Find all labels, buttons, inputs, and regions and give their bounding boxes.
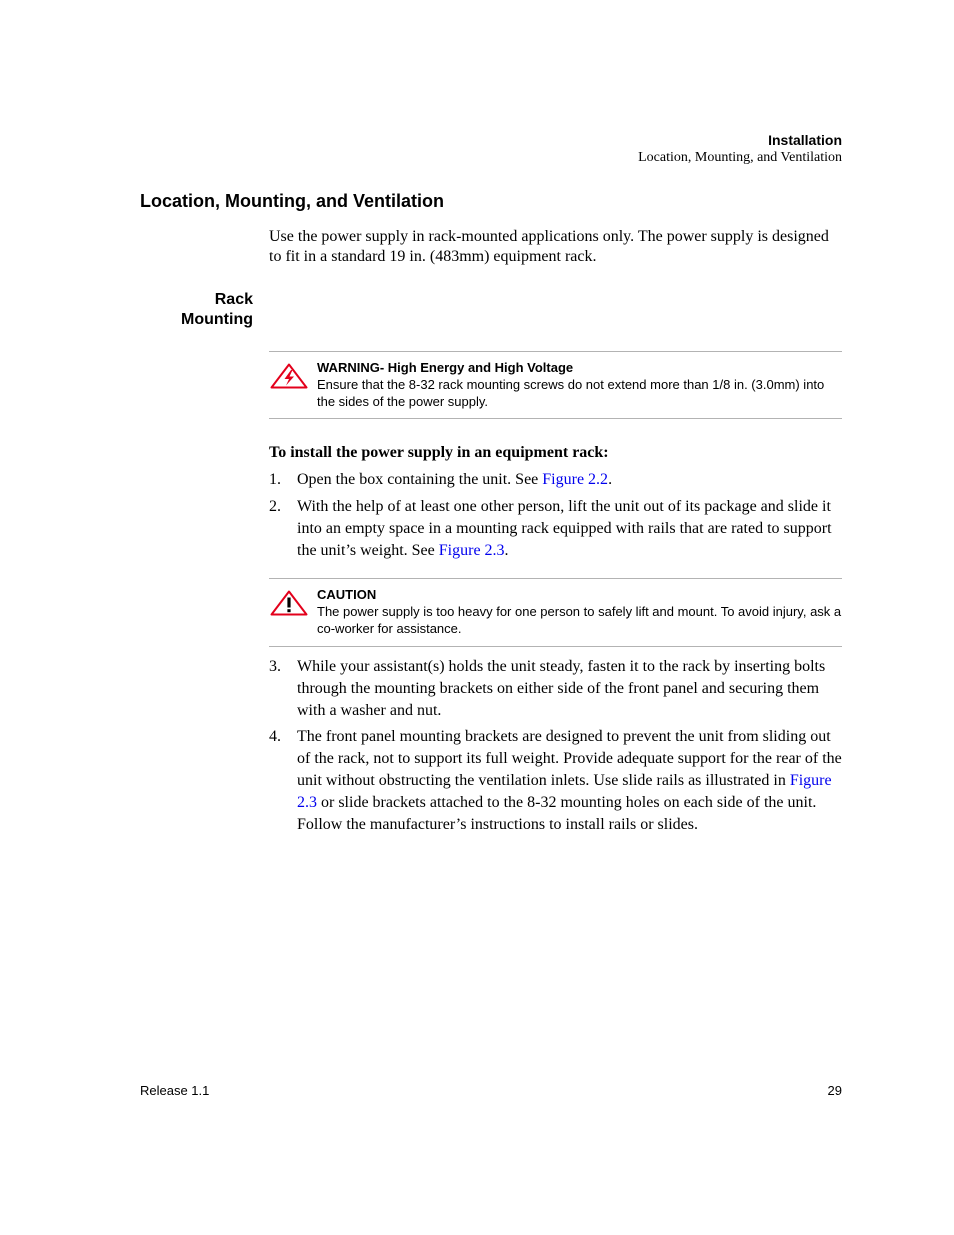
step-text: The front panel mounting brackets are designed to prevent the unit from sliding out of the rack, not to support its full weight. Provide adequate support for the rear of the unit without obstructing the ventilation inlets. Use slide rails as illustrated in [297,728,842,789]
caution-title: CAUTION [317,587,377,602]
procedure-step [269,496,842,562]
step-text: Open the box containing the unit. See [297,471,543,488]
procedure-step [269,726,842,836]
step-number: 3. [269,658,281,675]
procedure-step [269,469,842,491]
footer-release: Release 1.1 [140,1083,210,1098]
running-header [638,131,842,167]
procedure-heading: To install the power supply in an equipment rack: [269,444,609,461]
step-text: With the help of at least one other person, lift the unit out of its package and slide it into an empty space in a mounting rack equipped with rails that are rated to support the unit’s weight. See [297,498,832,559]
step-text-end: . [608,471,613,488]
warning-text: Ensure that the 8-32 rack mounting screws do not extend more than 1/8 in. (3.0mm) into the sides of the power supply. [317,377,825,409]
step-text-end: or slide brackets attached to the 8-32 mounting holes on each side of the unit. Follow the manufacturer’s instructions to install rails or slides. [297,794,817,833]
header-section: Location, Mounting, and Ventilation [638,150,842,165]
warning-notice [269,351,842,419]
header-chapter: Installation [768,132,842,148]
figure-2-3-link[interactable]: Figure 2.3 [297,772,832,811]
subheading-line-2: Mounting [181,311,253,328]
step-text: While your assistant(s) holds the unit steady, fasten it to the rack by inserting bolts through the mounting brackets on either side of the front panel and securing them with a washer and nut. [297,658,826,719]
subheading-rack-mounting [140,290,253,330]
figure-2-3-link[interactable]: Figure 2.3 [438,542,505,559]
caution-notice [269,578,842,647]
section-heading: Location, Mounting, and Ventilation [140,191,444,211]
footer-page-number: 29 [827,1083,842,1098]
intro-paragraph: Use the power supply in rack-mounted applications only. The power supply is designed to fit in a standard 19 in. (483mm) equipment rack. [269,228,829,265]
step-text-end: . [504,542,509,559]
subheading-line-1: Rack [214,291,253,308]
caution-text: The power supply is too heavy for one person to safely lift and mount. To avoid injury, ask a co-worker for assistance. [317,604,842,636]
step-number: 2. [269,498,281,515]
procedure-step [269,656,842,722]
step-number: 4. [269,728,281,745]
figure-2-2-link[interactable]: Figure 2.2 [542,471,609,488]
high-voltage-warning-icon [270,363,308,389]
step-number: 1. [269,471,281,488]
warning-title: WARNING- High Energy and High Voltage [317,360,574,375]
caution-exclamation-icon [270,590,308,616]
